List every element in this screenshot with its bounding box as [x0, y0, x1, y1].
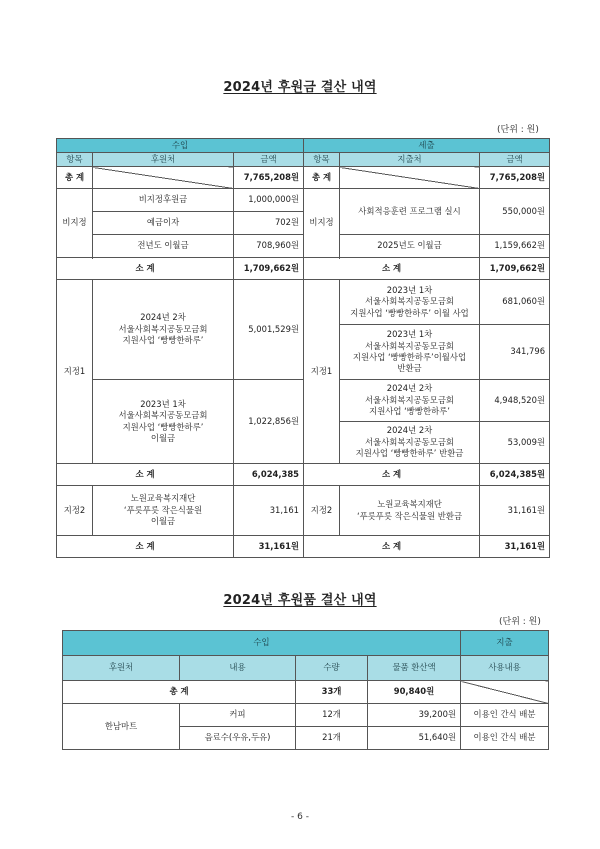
amount: 31,161: [234, 486, 304, 536]
payee-desc: 2024년 2차 서울사회복지공동모금회 지원사업 ‘빵빵한하루’: [340, 380, 480, 422]
item-content: 커피: [180, 704, 296, 727]
nondesignated-label: 비지정: [57, 189, 93, 258]
payee-name: 사회적응훈련 프로그램 실시: [340, 189, 480, 235]
total-income: 7,765,208원: [234, 167, 304, 189]
col-item: 항목: [304, 153, 340, 167]
unit-label: (단위 : 원): [499, 617, 541, 627]
diagonal-cell: [461, 681, 549, 704]
sponsor-name: 한남마트: [63, 704, 180, 750]
sponsor-name: 예금이자: [93, 212, 234, 235]
expense-header: 세출: [304, 139, 550, 153]
subtotal-income: 1,709,662원: [234, 258, 304, 280]
subtotal-expense: 31,161원: [480, 536, 550, 558]
sponsor-desc: 2024년 2차 서울사회복지공동모금회 지원사업 ‘빵빵한하루’: [93, 280, 234, 380]
item-value: 39,200원: [368, 704, 461, 727]
item-value: 51,640원: [368, 727, 461, 750]
amount: 5,001,529원: [234, 280, 304, 380]
item-quantity: 12개: [296, 704, 368, 727]
donation-settlement-table: [56, 138, 550, 558]
expense-header: 지출: [461, 631, 549, 656]
income-header: 수입: [57, 139, 304, 153]
subtotal-label: 소 계: [304, 536, 480, 558]
col-sponsor: 후원처: [93, 153, 234, 167]
total-label: 총 계: [304, 167, 340, 189]
amount: 702원: [234, 212, 304, 235]
total-quantity: 33개: [296, 681, 368, 704]
amount: 681,060원: [480, 280, 550, 325]
amount: 341,796: [480, 325, 550, 380]
col-content: 내용: [180, 656, 296, 681]
designated1-label: 지정1: [57, 280, 93, 464]
income-header: 수입: [63, 631, 461, 656]
amount: 4,948,520원: [480, 380, 550, 422]
amount: 1,022,856원: [234, 380, 304, 464]
subtotal-income: 31,161원: [234, 536, 304, 558]
unit-label: (단위 : 원): [497, 125, 539, 135]
item-usage: 이용인 간식 배분: [461, 704, 549, 727]
designated2-label: 지정2: [304, 486, 340, 536]
subtotal-label: 소 계: [57, 464, 234, 486]
col-usage: 사용내용: [461, 656, 549, 681]
col-sponsor: 후원처: [63, 656, 180, 681]
amount: 708,960원: [234, 235, 304, 258]
sponsor-desc: 2023년 1차 서울사회복지공동모금회 지원사업 ‘빵빵한하루’ 이월금: [93, 380, 234, 464]
col-amount: 금액: [234, 153, 304, 167]
payee-name: 2025년도 이월금: [340, 235, 480, 258]
item-quantity: 21개: [296, 727, 368, 750]
diagonal-cell: [340, 167, 480, 189]
col-value: 물품 환산액: [368, 656, 461, 681]
amount: 550,000원: [480, 189, 550, 235]
sponsor-desc: 노원교육복지재단 ‘푸릇푸릇 작은식물원 이월금: [93, 486, 234, 536]
designated1-label: 지정1: [304, 280, 340, 464]
payee-desc: 2023년 1차 서울사회복지공동모금회 지원사업 ‘빵빵한하루’이월사업 반환금: [340, 325, 480, 380]
goods-settlement-table: [62, 630, 549, 750]
subtotal-label: 소 계: [304, 258, 480, 280]
payee-desc: 2024년 2차 서울사회복지공동모금회 지원사업 ‘빵빵한하루’ 반환금: [340, 422, 480, 464]
subtotal-expense: 1,709,662원: [480, 258, 550, 280]
item-usage: 이용인 간식 배분: [461, 727, 549, 750]
subtotal-label: 소 계: [304, 464, 480, 486]
page-number: - 6 -: [291, 812, 309, 822]
diagonal-cell: [93, 167, 234, 189]
subtotal-expense: 6,024,385원: [480, 464, 550, 486]
total-label: 총 계: [57, 167, 93, 189]
sponsor-name: 비지정후원금: [93, 189, 234, 212]
subtotal-label: 소 계: [57, 536, 234, 558]
payee-desc: 노원교육복지재단 ‘푸릇푸릇 작은식물원 반환금: [340, 486, 480, 536]
subtotal-income: 6,024,385: [234, 464, 304, 486]
col-payee: 지출처: [340, 153, 480, 167]
payee-desc: 2023년 1차 서울사회복지공동모금회 지원사업 ‘빵빵한하루’ 이월 사업: [340, 280, 480, 325]
page-title: 2024년 후원금 결산 내역: [223, 80, 377, 95]
col-item: 항목: [57, 153, 93, 167]
sponsor-name: 전년도 이월금: [93, 235, 234, 258]
col-quantity: 수량: [296, 656, 368, 681]
section-title: 2024년 후원품 결산 내역: [223, 593, 377, 608]
subtotal-label: 소 계: [57, 258, 234, 280]
amount: 53,009원: [480, 422, 550, 464]
col-amount: 금액: [480, 153, 550, 167]
nondesignated-label: 비지정: [304, 189, 340, 258]
total-value: 90,840원: [368, 681, 461, 704]
amount: 31,161원: [480, 486, 550, 536]
total-expense: 7,765,208원: [480, 167, 550, 189]
amount: 1,000,000원: [234, 189, 304, 212]
designated2-label: 지정2: [57, 486, 93, 536]
total-label: 총 계: [63, 681, 296, 704]
amount: 1,159,662원: [480, 235, 550, 258]
item-content: 음료수(우유,두유): [180, 727, 296, 750]
